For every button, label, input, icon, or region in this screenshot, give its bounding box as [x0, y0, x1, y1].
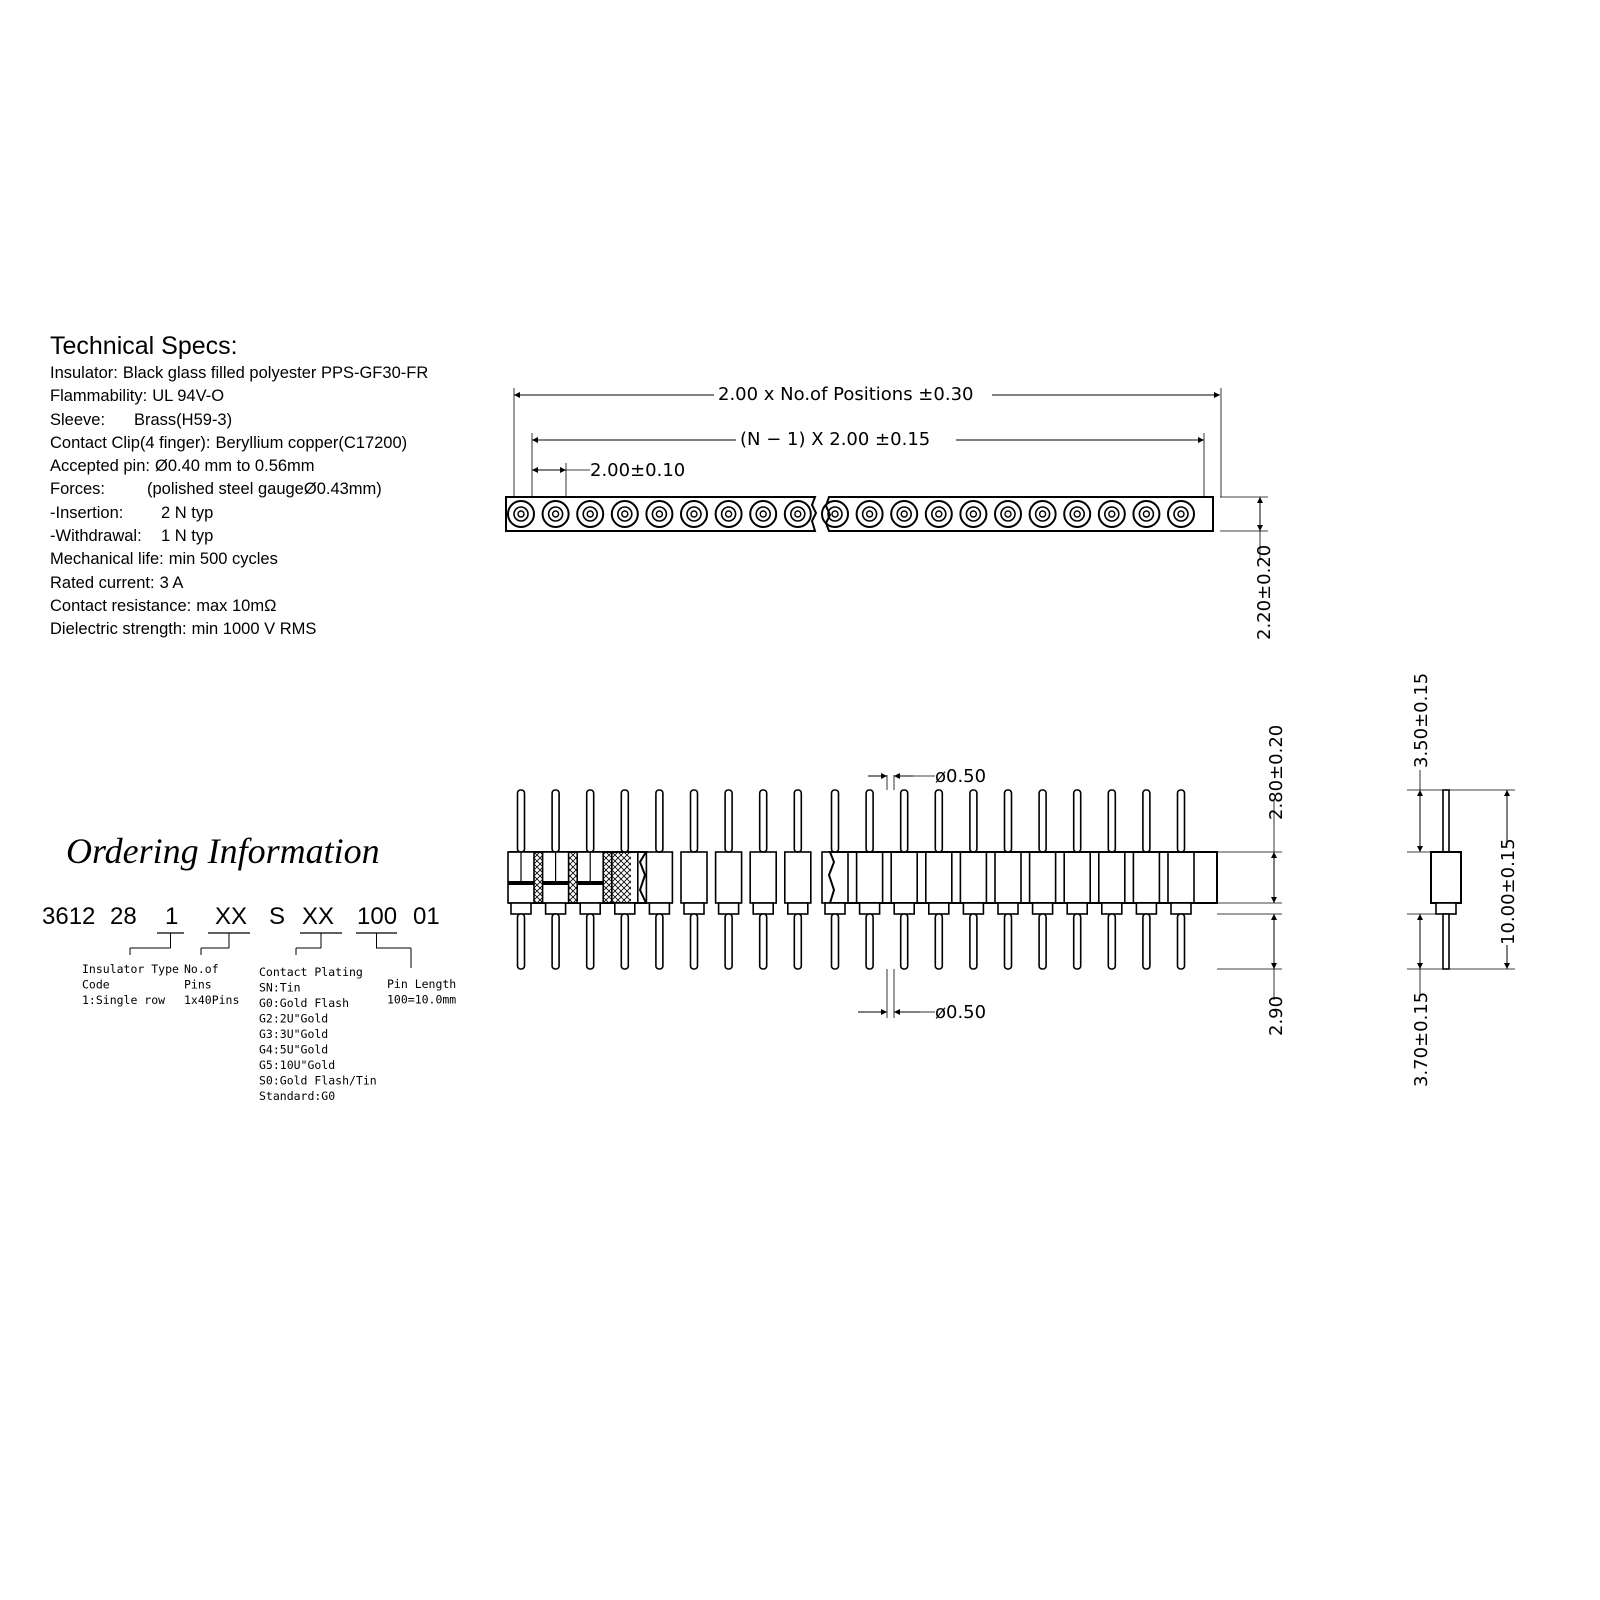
sleeve: [785, 852, 811, 903]
collar: [1067, 903, 1087, 914]
pin-top: [518, 790, 525, 852]
pin-tail: [794, 914, 801, 969]
collar: [684, 903, 704, 914]
dim-height: 2.20±0.20: [1254, 544, 1275, 640]
spec-value: (polished steel gaugeØ0.43mm): [147, 480, 382, 499]
code-s: S: [269, 903, 286, 930]
pin-top: [656, 790, 663, 852]
collar: [929, 903, 949, 914]
pin-top: [866, 790, 873, 852]
spec-label: -Withdrawal:: [50, 527, 142, 546]
pin-tail: [970, 914, 977, 969]
pin-top: [1178, 790, 1185, 852]
spec-label: Forces:: [50, 480, 106, 499]
spec-label: Rated current:: [50, 573, 155, 592]
length-note: 100=10.0mm: [387, 992, 457, 1007]
pin-top: [760, 790, 767, 852]
pin-top: [552, 790, 559, 852]
pins-note: 1x40Pins: [184, 993, 240, 1007]
spec-label: Insulator:: [50, 364, 118, 382]
pins-note: Pins: [184, 977, 212, 992]
insulator-right: [826, 497, 1213, 531]
pin-tail: [1074, 914, 1081, 969]
pin-tail: [1178, 914, 1185, 969]
pin-top: [1108, 790, 1115, 852]
collar: [1171, 903, 1191, 914]
top-view: [506, 497, 1213, 531]
pin-tail: [935, 914, 942, 969]
dimension-layer: [514, 384, 1519, 1087]
pin-tail: [866, 914, 873, 969]
code-insulator: 1: [165, 903, 179, 930]
pin-top: [1143, 790, 1150, 852]
plating-note: Standard:G0: [259, 1089, 336, 1103]
pin-top: [1005, 790, 1012, 852]
collar: [963, 903, 983, 914]
plating-note: G4:5U"Gold: [259, 1042, 329, 1057]
spec-value: 2 N typ: [161, 503, 214, 522]
collar: [1136, 903, 1156, 914]
length-note: Pin Length: [387, 977, 457, 991]
collar: [649, 903, 669, 914]
pin-tail: [621, 914, 628, 969]
insulator-note: Insulator Type: [82, 962, 179, 976]
side-view: [1431, 790, 1461, 969]
spec-label: Contact Clip(4 finger):: [50, 433, 211, 452]
pin-top: [725, 790, 732, 852]
collar: [1102, 903, 1122, 914]
sleeve: [750, 852, 776, 903]
collar: [511, 903, 531, 914]
spec-value: Ø0.40 mm to 0.56mm: [154, 457, 315, 476]
pin-top: [587, 790, 594, 852]
pin-tail: [1108, 914, 1115, 969]
spec-label: -Insertion:: [50, 503, 124, 522]
collar: [1033, 903, 1053, 914]
pin-tail: [518, 914, 525, 969]
spec-value: max 10mΩ: [196, 596, 277, 615]
pin-tail: [760, 914, 767, 969]
pin-top: [794, 790, 801, 852]
sleeve: [716, 852, 742, 903]
pin-tail: [587, 914, 594, 969]
pin-top: [621, 790, 628, 852]
dim-span: (N − 1) X 2.00 ±0.15: [740, 429, 931, 450]
collar: [615, 903, 635, 914]
plating-note: G5:10U"Gold: [259, 1058, 336, 1072]
pin-top: [1074, 790, 1081, 852]
pin-top: [970, 790, 977, 852]
sleeve: [646, 852, 672, 903]
pin-tail: [725, 914, 732, 969]
spec-value: 1 N typ: [161, 527, 214, 546]
dim-top-pin: 3.50±0.15: [1411, 672, 1432, 768]
pin-tail: [1005, 914, 1012, 969]
pin-tail: [552, 914, 559, 969]
collar: [788, 903, 808, 914]
plating-note: S0:Gold Flash/Tin: [259, 1073, 377, 1088]
plating-note: G3:3U"Gold: [259, 1027, 329, 1041]
collar: [719, 903, 739, 914]
code-sub: 28: [110, 903, 137, 930]
plating-note: G2:2U"Gold: [259, 1011, 329, 1026]
plating-note: SN:Tin: [259, 980, 301, 995]
spec-value: 3 A: [159, 573, 184, 592]
pins-note: No.of: [184, 962, 219, 976]
code-length: 100: [357, 903, 398, 930]
spec-label: Mechanical life:: [50, 550, 164, 569]
pin-top: [691, 790, 698, 852]
pin-top: [935, 790, 942, 852]
pin-top: [901, 790, 908, 852]
spec-label: Contact resistance:: [50, 596, 192, 615]
spec-value: Black glass filled polyester PPS-GF30-FR: [122, 364, 429, 382]
insulator-note: 1:Single row: [82, 993, 166, 1007]
plating-note: G0:Gold Flash: [259, 996, 350, 1010]
pin-tail: [691, 914, 698, 969]
side-pin-top: [1443, 790, 1449, 852]
plating-note: Contact Plating: [259, 965, 363, 979]
dim-overall: 2.00 x No.of Positions ±0.30: [718, 384, 974, 405]
spec-label: Flammability:: [50, 387, 148, 406]
code-suffix: 01: [413, 903, 440, 930]
front-view: [508, 790, 1217, 969]
spec-value: min 500 cycles: [168, 550, 278, 569]
spec-value: UL 94V-O: [152, 387, 225, 406]
pin-tail: [832, 914, 839, 969]
collar: [998, 903, 1018, 914]
insulator-note: Code: [82, 977, 110, 992]
spec-value: Beryllium copper(C17200): [215, 433, 408, 452]
side-collar: [1436, 903, 1456, 914]
side-pin-tail: [1443, 914, 1449, 969]
sleeve: [681, 852, 707, 903]
pin-tail: [656, 914, 663, 969]
collar: [825, 903, 845, 914]
pin-tail: [901, 914, 908, 969]
dim-pitch: 2.00±0.10: [590, 460, 686, 481]
ordering-title: Ordering Information: [66, 831, 380, 871]
collar: [580, 903, 600, 914]
dim-bottom-pin: 3.70±0.15: [1411, 991, 1432, 1087]
spec-label: Accepted pin:: [50, 457, 150, 476]
pin-top: [1039, 790, 1046, 852]
spec-label: Sleeve:: [50, 410, 106, 429]
pin-tail: [1143, 914, 1150, 969]
spec-label: Dielectric strength:: [50, 620, 187, 639]
collar: [753, 903, 773, 914]
collar: [546, 903, 566, 914]
dim-tail: 2.90: [1266, 995, 1287, 1036]
dim-total: 10.00±0.15: [1498, 838, 1519, 945]
pin-tail: [1039, 914, 1046, 969]
dim-body-height: 2.80±0.20: [1266, 724, 1287, 820]
dim-pin-dia-bottom: ø0.50: [935, 1002, 987, 1023]
specs-title: Technical Specs:: [50, 332, 238, 360]
code-pins: XX: [215, 903, 248, 930]
ordering-code: [42, 903, 456, 1103]
dim-pin-dia-top: ø0.50: [935, 766, 987, 787]
collar: [894, 903, 914, 914]
spec-value: Brass(H59-3): [134, 410, 233, 429]
code-plating: XX: [302, 903, 335, 930]
code-series: 3612: [42, 903, 96, 930]
collar: [860, 903, 880, 914]
side-body: [1431, 852, 1461, 903]
spec-value: min 1000 V RMS: [191, 620, 317, 639]
pin-top: [832, 790, 839, 852]
